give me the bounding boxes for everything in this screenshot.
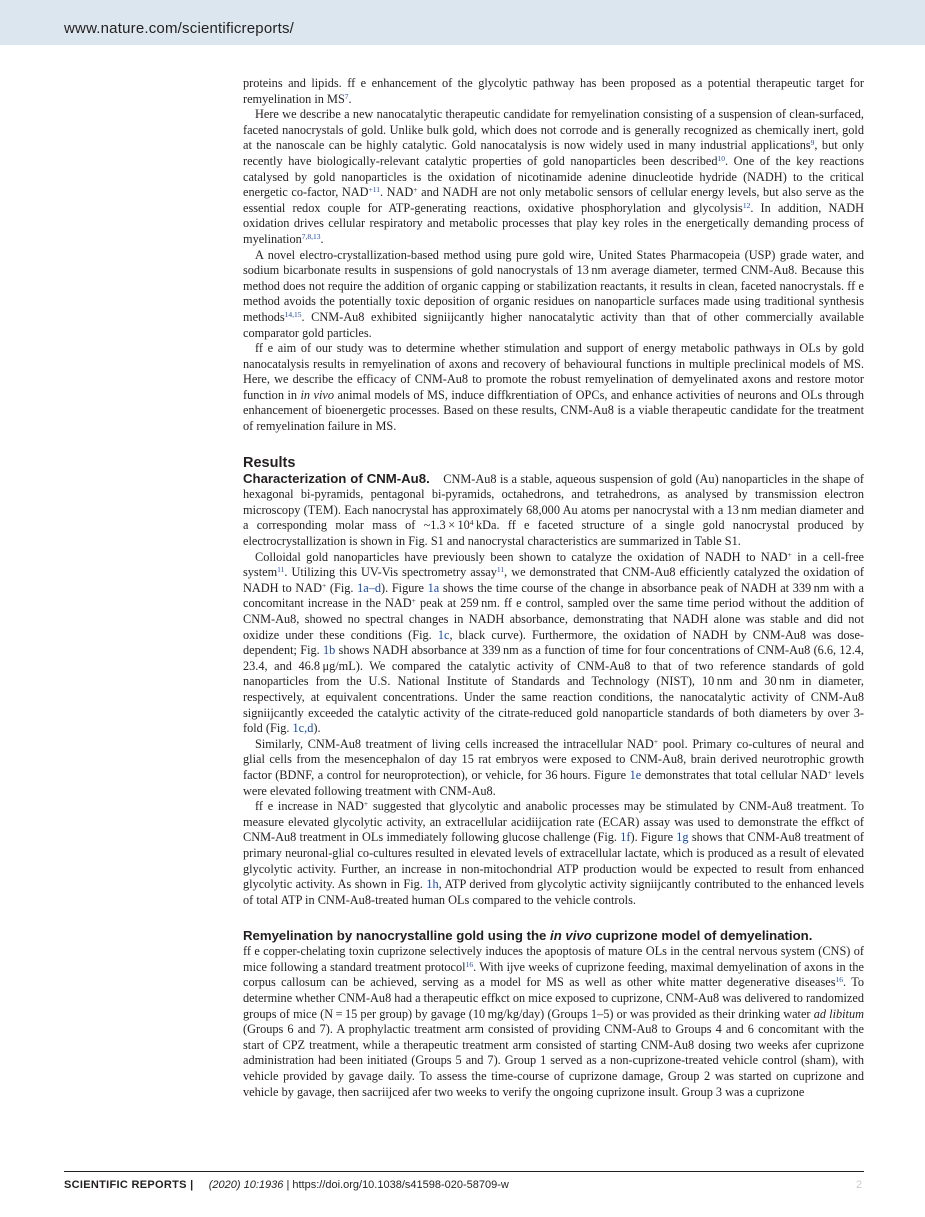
paragraph-intro-1: proteins and lipids. ff e enhancement of the glycolytic pathway has been proposed as a potential therapeutic target for remyelination in $MS^7$.	[243, 76, 864, 106]
citation-ref[interactable]: 14,15	[284, 309, 302, 319]
figure-link[interactable]: 1g	[676, 830, 689, 845]
superscript-exponent: 4	[469, 518, 474, 528]
figure-link[interactable]: 1c,d	[292, 721, 314, 736]
superscript-plus: +	[413, 185, 418, 195]
paragraph-remyelination-1: ff e copper-chelating toxin cuprizone selectively induces the apoptosis of mature OLs in the central nervous system (CNS) of mice following a standard treatment protocol$^{16}$. With ijve weeks of cuprizone feeding, maximal demyelination of axons in the corpus callosum can be achieved, serving as a model for MS as well as other white matter degenerative diseases$^{16}$. To determine whether CNM-Au8 had a therapeutic effkct on mice exposed to cuprizone, CNM-Au8 was delivered to randomized groups of mice (N = 15 per group) by gavage (10 mg/kg/day) (Groups 1–5) or was provided as their drinking water ad libitum (Groups 6 and 7). A prophylactic treatment arm consisted of providing CNM-Au8 to Groups 4 and 6 concomitant with the start of CPZ treatment, while a therapeutic treatment arm consisted of starting CNM-Au8 dosing two weeks afer cuprizone administration had been initiated (Groups 5 and 7). Group 1 served as a non-cuprizone-treated vehicle control (sham), with vehicle provided by gavage daily. To assess the time-course of cuprizone damage, Group 2 was started on cuprizone and vehicle by gavage, then sacriijced afer two weeks to verify the ongoing cuprizone insult. Group 3 was a cuprizone	[243, 944, 865, 1099]
citation-volume: (2020) 10:1936	[208, 1179, 284, 1191]
figure-link[interactable]: 1b	[322, 643, 336, 658]
citation-ref[interactable]: 10	[717, 153, 725, 163]
section-heading-results: Results	[243, 454, 296, 471]
figure-link[interactable]: 1a–d	[357, 580, 382, 595]
subheading-remyelination: Remyelination by nanocrystalline gold using the in vivo cuprizone model of demyelination.	[243, 928, 813, 944]
subheading-characterization: Characterization of CNM-Au8.	[243, 470, 430, 486]
superscript-plus: +	[363, 799, 369, 809]
superscript-plus: +	[787, 549, 792, 559]
paragraph-characterization-1: Characterization of CNM-Au8. CNM-Au8 is a stable, aqueous suspension of gold (Au) nanoparticles in the shape of hexagonal bi-pyramids, pentagonal bi-pyramids, octahedrons, and tetrahedrons, as analysed by transmission electron microscopy (TEM). Each nanocrystal has approximately 68,000 Au atoms per nanocrystal with a 13 nm median diameter and a corresponding molar mass of ~1.3 × $10^4$ kDa. ff e faceted structure of a single gold nanocrystal produced by electrocrystallization is shown in Fig. S1 and nanocrystal characteristics are summarized in Table S1.	[243, 470, 864, 549]
superscript-plus: +	[827, 767, 832, 777]
citation-ref[interactable]: 9	[810, 138, 815, 148]
paragraph-characterization-4: ff e increase in NAD+ suggested that glycolytic and anabolic processes may be stimulated by CNM-Au8 treatment. To measure elevated glycolytic activity, an extracellular acidiijcation rate (ECAR) assay was used to demonstrate the effkct of CNM-Au8 treatment in OLs immediately following glucose challenge (Fig. 1f). Figure 1g shows that CNM-Au8 treatment of primary neuronal-glial co-cultures resulted in elevated levels of extracellular lactate, which is produced as a result of elevated glycolytic activity. Further, an increase in non-mitochondrial ATP production would be expected to result from enhanced glycolytic activity. As shown in Fig. 1h, ATP derived from glycolytic activity signiijcantly contributed to the enhanced levels of total ATP in CNM-Au8-treated human OLs compared to the vehicle controls.	[243, 799, 864, 907]
doi-link[interactable]: | https://doi.org/10.1038/s41598-020-58709-w	[283, 1179, 509, 1191]
page-number: 2	[856, 1179, 863, 1191]
figure-link[interactable]: 1c	[437, 627, 450, 642]
figure-link[interactable]: 1e	[629, 767, 642, 782]
figure-link[interactable]: 1f	[620, 830, 631, 845]
superscript-plus: +	[653, 736, 659, 746]
superscript-plus: +	[322, 580, 327, 590]
figure-link[interactable]: 1a	[427, 580, 440, 595]
paragraph-intro-2: Here we describe a new nanocatalytic therapeutic candidate for remyelination consisting of a suspension of clean-surfaced, faceted nanocrystals of gold. Unlike bulk gold, which does not corrode and is generally recognized as chemically inert, gold at the nanoscale can be highly catalytic. Gold nanocatalysis is now widely used in many industrial applications$^9$, but only recently have biologically-relevant catalytic properties of gold nanoparticles been described$^{10}$. One of the key reactions catalysed by gold nanoparticles is the oxidation of nicotinamide adenine dinucleotide hydride (NADH) to the critical energetic co-factor, $NAD^{+11}$. NAD+ and NADH are not only metabolic sensors of cellular energy levels, but also serve as the essential redox couple for ATP-generating reactions, oxidative phosphorylation and glycolysis$^{12}$. In addition, NADH oxidation drives cellular respiratory and metabolic processes that play key roles in the energetically demanding process of myelination$^{7,8,13}$.	[243, 107, 865, 246]
citation-ref[interactable]: 7	[344, 91, 349, 101]
paragraph-characterization-2: Colloidal gold nanoparticles have previously been shown to catalyze the oxidation of NADH to NAD+ in a cell-free system$^{11}$. Utilizing this UV-Vis spectrometry assay$^{11}$, we demonstrated that CNM-Au8 efficiently catalyzed the oxidation of NADH to NAD+ (Fig. 1a–d). Figure 1a shows the time course of the change in absorbance peak of NADH at 339 nm with a concomitant increase in the NAD+ peak at 259 nm. ff e control, sampled over the same time period without the addition of CNM-Au8, showed no spectral changes in NADH absorbance, demonstrating that NADH alone was stable and did not oxidize under these conditions (Fig. 1c, black curve). Furthermore, the oxidation of NADH by CNM-Au8 was dose-dependent; Fig. 1b shows NADH absorbance at 339 nm as a function of time for four concentrations of CNM-Au8 (6.6, 12.4, 23.4, and 46.8 μg/mL). We compared the catalytic activity of CNM-Au8 to that of two reference standards of gold nanoparticles from the U.S. National Institute of Standards and Technology (NIST), 10 nm and 30 nm in diameter, respectively, at equivalent concentrations. Under the same reaction conditions, the nanocatalytic activity of CNM-Au8 signiijcantly exceeded the catalytic activity of the citrate-reduced gold nanoparticle standards of both diameters by over 3-fold (Fig. 1c,d).	[243, 549, 865, 736]
citation-ref[interactable]: 7,8,13	[301, 231, 321, 241]
paragraph-intro-4: ff e aim of our study was to determine whether stimulation and support of energy metabolic pathways in OLs by gold nanocatalysis results in remyelination of axons and recovery of behavioural functions in multiple preclinical models of MS. Here, we describe the efficacy of CNM-Au8 to promote the robust remyelination of demyelinated axons and restore motor function in in vivo animal models of MS, induce diffkrentiation of OPCs, and enhance activities of neurons and OLs through enhancement of bioenergetic processes. Based on these results, CNM-Au8 is a viable therapeutic candidate for the treatment of remyelination failure in MS.	[243, 341, 864, 434]
citation-ref[interactable]: 11	[277, 565, 285, 575]
journal-name: SCIENTIFIC REPORTS |	[64, 1179, 194, 1191]
citation-ref[interactable]: 16	[835, 975, 843, 985]
article-body	[243, 76, 864, 1100]
citation-ref[interactable]: 16	[465, 959, 474, 969]
superscript-plus: +	[411, 596, 416, 606]
page-footer	[64, 1179, 509, 1191]
page-header-bar	[0, 0, 925, 45]
paragraph-characterization-3: Similarly, CNM-Au8 treatment of living cells increased the intracellular NAD+ pool. Primary co-cultures of neural and glial cells from the mesencephalon of day 15 rat embryos were exposed to CNM-Au8, brain derived neurotrophic growth factor (BDNF, a control for neuroprotection), or vehicle, for 36 hours. Figure 1e demonstrates that total cellular NAD+ levels were elevated following treatment with CNM-Au8.	[243, 736, 865, 798]
citation-ref[interactable]: +11	[368, 185, 381, 195]
footer-divider	[64, 1171, 864, 1172]
paragraph-intro-3: A novel electro-crystallization-based method using pure gold wire, United States Pharmacopeia (USP) grade water, and sodium bicarbonate results in suspensions of gold nanocrystals of 13 nm average diameter, termed CNM-Au8. Because this method does not require the addition of organic capping or stabilization reactants, it results in clean, faceted nanocrystals. ff e method avoids the potentially toxic deposition of organic residues on nanoparticle surfaces made using traditional synthesis methods$^{14,15}$. CNM-Au8 exhibited signiijcantly higher nanocatalytic activity than that of other commercially available comparator gold particles.	[243, 247, 864, 340]
figure-link[interactable]: 1h	[426, 877, 439, 892]
citation-ref[interactable]: 12	[742, 200, 751, 210]
citation-ref[interactable]: 11	[496, 565, 505, 575]
site-url[interactable]: www.nature.com/scientificreports/	[64, 20, 295, 37]
